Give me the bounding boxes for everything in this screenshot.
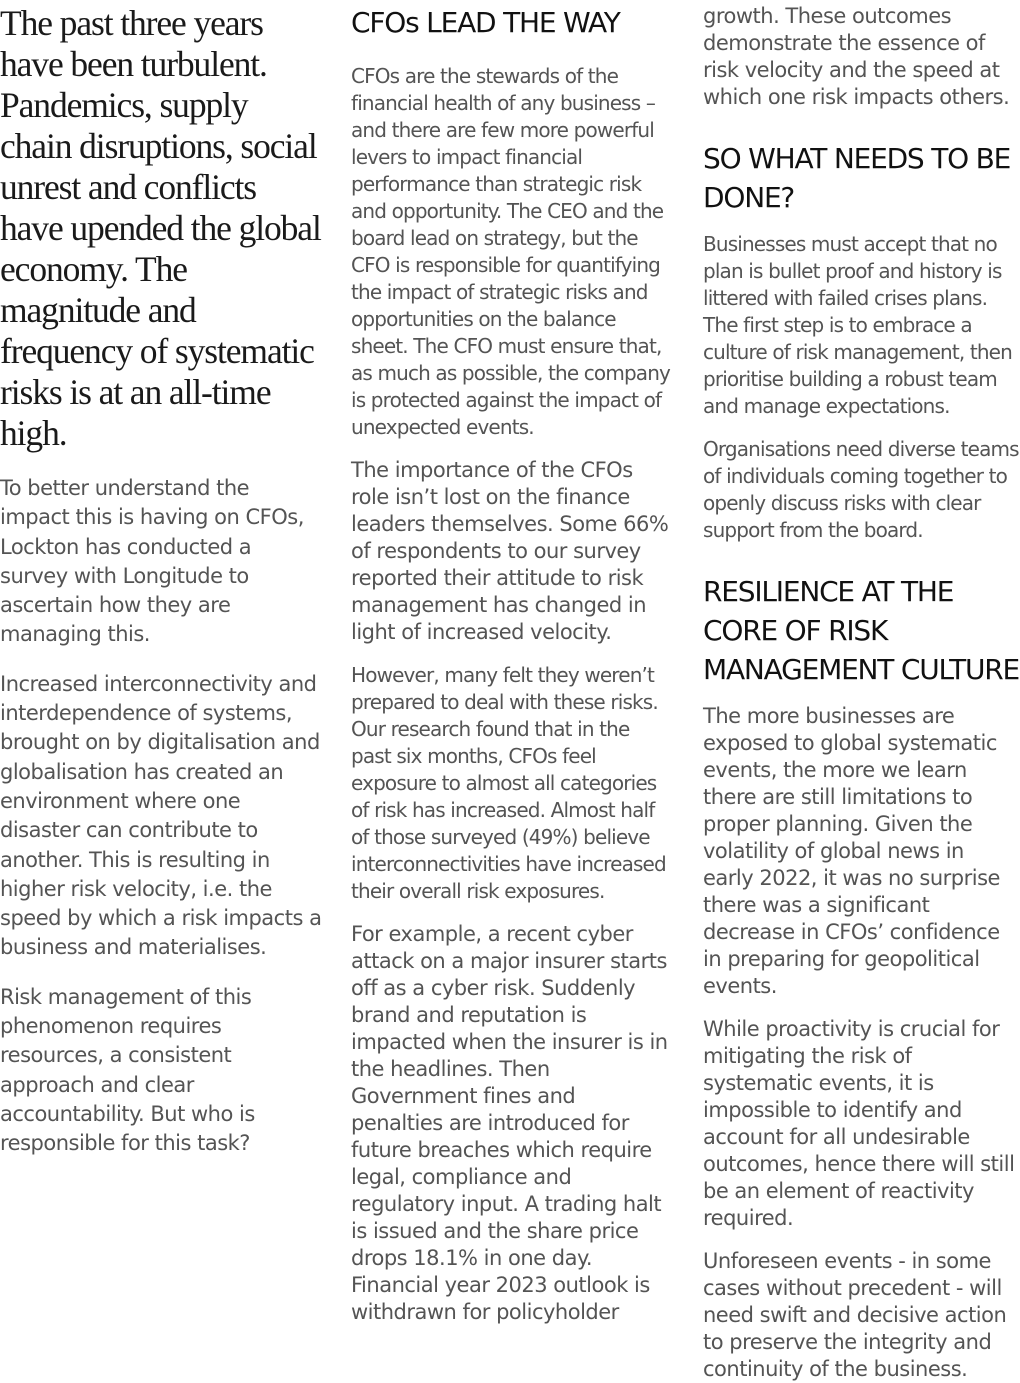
column-left (0, 0, 322, 1159)
accept-paragraph: Businesses must accept that no plan is bullet proof and history is littered with failed crises plans. The first step is to embrace a culture of risk management, then prioritise building a robust team and manage expectations. (703, 232, 1012, 418)
research-paragraph: However, many felt they weren’t prepared to deal with these risks. Our research found that in the past six months, CFOs feel exposure to almost all categories of risk has increased. Almost half of those surveyed (49%) believe interconnectivities have increased their overall risk exposures. (351, 663, 666, 903)
interconnectivity-paragraph: Increased interconnectivity and interdependence of systems, brought on by digitalisation and globalisation has created an environment where one disaster can contribute to another. This is resulting in higher risk velocity, i.e. the speed by which a risk impacts a business and materialises. (0, 671, 322, 960)
section-heading-cfos: CFOs LEAD THE WAY (351, 6, 620, 39)
continuation-paragraph: growth. These outcomes demonstrate the essence of risk velocity and the speed at which one risk impacts others. (703, 4, 1010, 109)
section-heading-what-needs-done: SO WHAT NEEDS TO BE DONE? (703, 142, 1011, 214)
intro-paragraph: To better understand the impact this is having on CFOs, Lockton has conducted a survey with Longitude to ascertain how they are managing this. (0, 476, 304, 647)
proactivity-paragraph: While proactivity is crucial for mitigating the risk of systematic events, it is impossible to identify and account for all undesirable outcomes, hence there will still be an element of reactivity required. (703, 1017, 1015, 1230)
importance-paragraph: The importance of the CFOs role isn’t lost on the finance leaders themselves. Some 66% of respondents to our survey reported their attitude to risk management has changed in light of increased velocity. (351, 458, 669, 644)
stewards-paragraph: CFOs are the stewards of the financial health of any business – and there are few more powerful levers to impact financial performance than strategic risk and opportunity. The CEO and the board lead on strategy, but the CFO is responsible for quantifying the impact of strategic risks and opportunities on the balance sheet. The CFO must ensure that, as much as possible, the company is protected against the impact of unexpected events. (351, 64, 671, 439)
column-middle (351, 0, 673, 1326)
lead-paragraph: The past three years have been turbulent. Pandemics, supply chain disruptions, social unrest and conflicts have upended the global economy. The magnitude and frequency of systematic risks is at an all-time high. (0, 3, 321, 453)
section-heading-resilience: RESILIENCE AT THE CORE OF RISK MANAGEMENT CULTURE (703, 575, 1020, 686)
exposure-paragraph: The more businesses are exposed to global systematic events, the more we learn there are still limitations to proper planning. Given the volatility of global news in early 2022, it was no surprise there was a significant decrease in CFOs’ confidence in preparing for geopolitical events. (703, 704, 1000, 998)
diverse-teams-paragraph: Organisations need diverse teams of individuals coming together to openly discuss risks with clear support from the board. (703, 437, 1019, 542)
example-paragraph: For example, a recent cyber attack on a major insurer starts off as a cyber risk. Suddenly brand and reputation is impacted when the insurer is in the headlines. Then Government fines and penalties are introduced for future breaches which require legal, compliance and regulatory input. A trading halt is issued and the share price drops 18.1% in one day. Financial year 2023 outlook is withdrawn for policyholder (351, 922, 668, 1324)
column-right (703, 0, 1020, 1383)
unforeseen-paragraph: Unforeseen events - in some cases without precedent - will need swift and decisive action to preserve the integrity and continuity of the business. (703, 1249, 1007, 1381)
risk-management-paragraph: Risk management of this phenomenon requires resources, a consistent approach and clear accountability. But who is responsible for this task? (0, 984, 255, 1156)
